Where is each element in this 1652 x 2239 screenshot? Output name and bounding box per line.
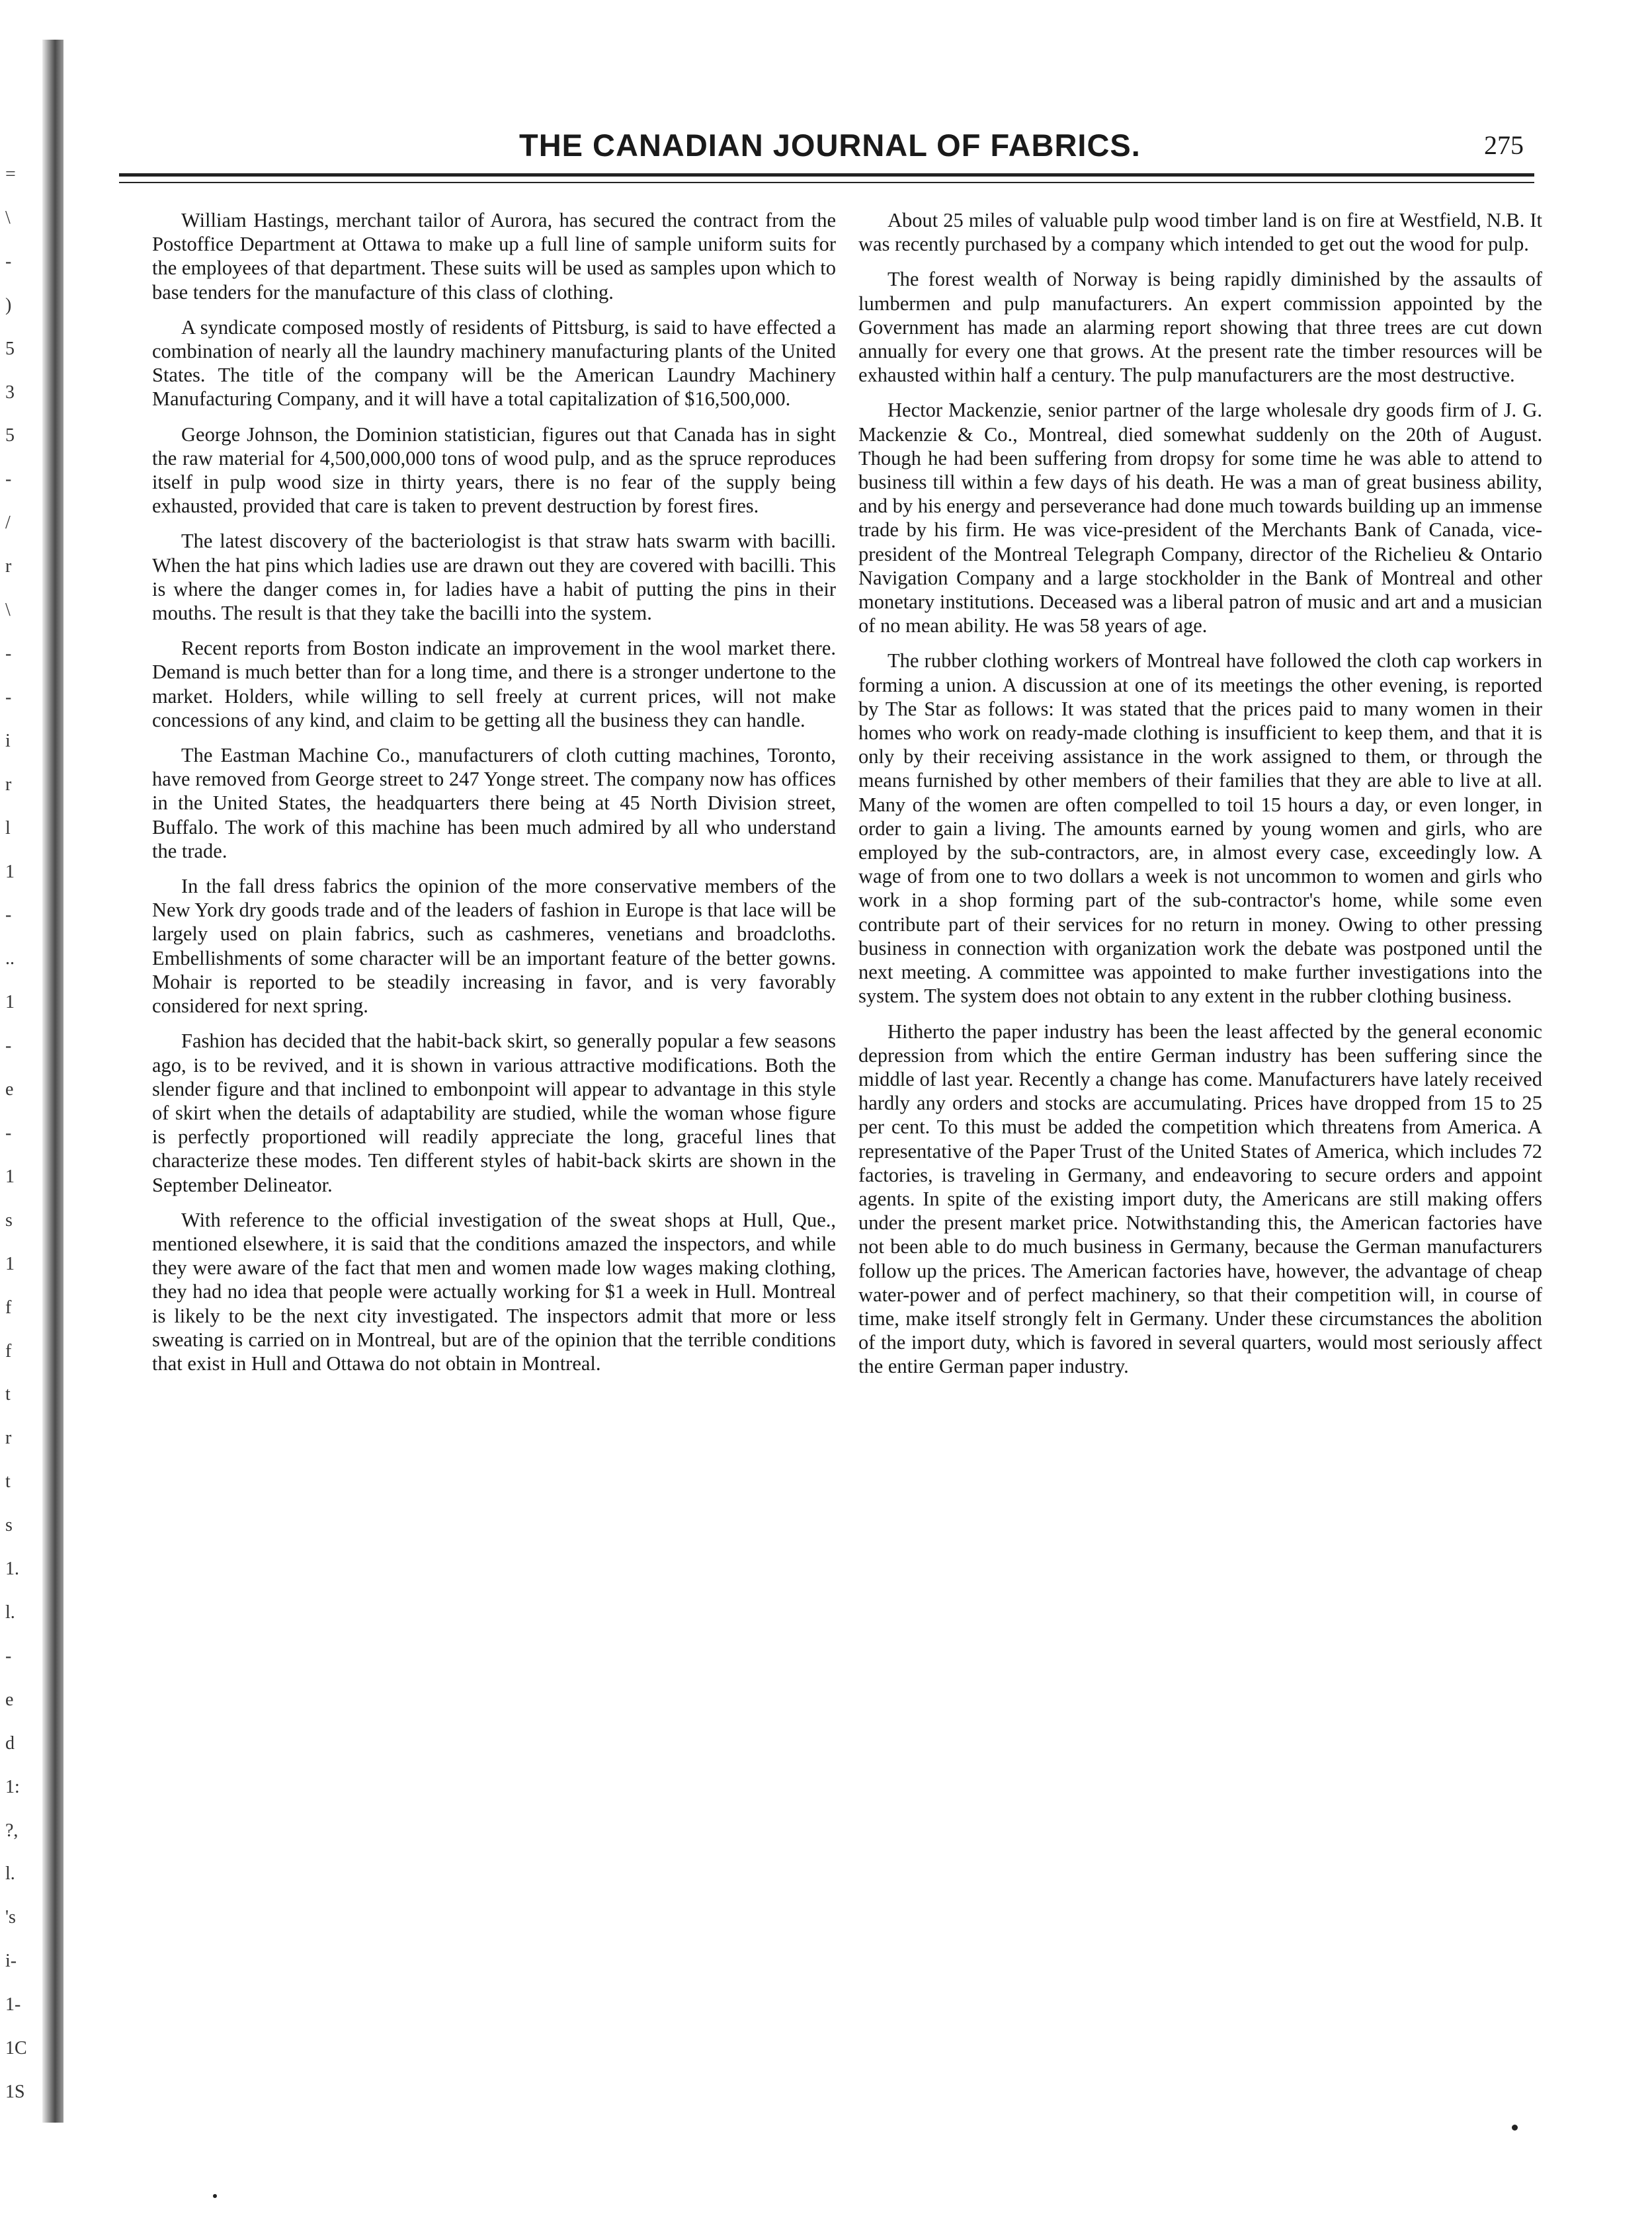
margin-fragment: \: [5, 600, 11, 620]
paragraph: Fashion has decided that the habit-back skirt, so generally popular a few seasons ago, is to be revived, and it is shown in various attractive modifications. Both the slender figure and that inclined to embonpoint will appear to advantage in this style of skirt when the details of adaptability are studied, while the woman whose figure is perfectly proportioned will readily appreciate the long, graceful lines that characterize these modes. Ten different styles of habit-back skirts are shown in the September Delineator.: [152, 1030, 836, 1196]
paragraph: Recent reports from Boston indicate an improvement in the wool market there. Demand is much better than for a long time, and there is a stronger undertone to the market. Holders, while willing to sell freely at current prices, will not make concessions of any kind, and claim to be getting all the business they can handle.: [152, 637, 836, 731]
margin-fragment: 1: [5, 1254, 15, 1274]
paragraph: The latest discovery of the bacteriologist is that straw hats swarm with bacilli. When the hat pins which ladies use are drawn out they are covered with bacilli. This is where the danger comes in, for ladies have a habit of putting the pins in their mouths. The result is that they take the bacilli into the system.: [152, 530, 836, 625]
margin-fragments: [0, 165, 42, 2149]
margin-fragment: i: [5, 731, 11, 751]
paragraph: Hector Mackenzie, senior partner of the large wholesale dry goods firm of J. G. Mackenzie & Co., Montreal, died somewhat suddenly on the 20th of August. Though he had been suffering from dropsy for some time he was able to attend to business till within a few days of his death. He was a man of great business ability, and by his energy and perseverance had done much towards building up an immense trade by his firm. He was vice-president of the Merchants Bank of Canada, vice-president of the Montreal Telegraph Company, director of the Richelieu & Ontario Navigation Company and a large stockholder in the Bank of Montreal and other monetary institutions. Deceased was a liberal patron of music and art and a musician of no mean ability. He was 58 years of age.: [858, 399, 1542, 637]
margin-fragment: l.: [5, 1602, 15, 1623]
margin-fragment: /: [5, 512, 11, 533]
paragraph: William Hastings, merchant tailor of Aurora, has secured the contract from the Postoffice Department at Ottawa to make up a full line of sample uniform suits for the employees of that department. These suits will be used as samples upon which to base tenders for the manufacture of this class of clothing.: [152, 209, 836, 304]
paragraph: With reference to the official investigation of the sweat shops at Hull, Que., mentioned elsewhere, it is said that the conditions amazed the inspectors, and while they were aware of the fact that men and women made low wages making clothing, they had no idea that people were actually working for $1 a week in Hull. Montreal is likely to be the next city investigated. The inspectors admit that more or less sweating is carried on in Montreal, but are of the opinion that the terrible conditions that exist in Hull and Ottawa do not obtain in Montreal.: [152, 1208, 836, 1375]
paragraph: A syndicate composed mostly of residents of Pittsburg, is said to have effected a combination of nearly all the laundry machinery manufacturing plants of the United States. The title of the company will be the American Laundry Machinery Manufacturing Company, and it will have a total capitalization of $16,500,000.: [152, 315, 836, 411]
right-column: [858, 208, 1542, 1390]
margin-fragment: 3: [5, 382, 15, 403]
margin-fragment: -: [5, 1036, 12, 1056]
margin-fragment: f: [5, 1341, 12, 1362]
journal-title: THE CANADIAN JOURNAL OF FABRICS.: [519, 128, 1141, 163]
margin-fragment: f: [5, 1297, 12, 1318]
margin-fragment: 1.: [5, 1559, 19, 1579]
margin-fragment: -: [5, 643, 12, 664]
margin-fragment: 1: [5, 862, 15, 882]
header-rule-thick: [119, 173, 1534, 177]
page-header: [152, 127, 1528, 173]
margin-fragment: -: [5, 469, 12, 489]
margin-fragment: -: [5, 1646, 12, 1666]
margin-fragment: 1C: [5, 2038, 27, 2058]
margin-fragment: r: [5, 774, 12, 795]
paragraph: In the fall dress fabrics the opinion of the more conservative members of the New York dry goods trade and of the leaders of fashion in Europe is that lace will be largely used on plain fabrics, such as cashmeres, venetians and broadcloths. Embellishments of some character will be an important feature of the better gowns. Mohair is reported to be steadily increasing in favor, and is very favorably considered for next spring.: [152, 875, 836, 1018]
margin-fragment: e: [5, 1689, 14, 1710]
margin-fragment: s: [5, 1515, 13, 1535]
margin-fragment: s: [5, 1210, 13, 1231]
margin-fragment: r: [5, 1428, 12, 1448]
page-number: 275: [1484, 130, 1524, 160]
margin-fragment: ?,: [5, 1820, 19, 1841]
paragraph: The forest wealth of Norway is being rapidly diminished by the assaults of lumbermen and pulp manufacturers. An expert commission appointed by the Government has made an alarming report showing that three trees are cut down annually for every one that grows. At the present rate the timber resources will be exhausted within half a century. The pulp manufacturers are the most destructive.: [858, 268, 1542, 387]
margin-fragment: ..: [5, 948, 15, 969]
margin-fragment: d: [5, 1733, 15, 1754]
margin-fragment: 's: [5, 1907, 16, 1928]
margin-fragment: i-: [5, 1951, 17, 1971]
margin-fragment: ): [5, 295, 12, 315]
margin-fragment: =: [5, 164, 16, 184]
paragraph: The Eastman Machine Co., manufacturers of cloth cutting machines, Toronto, have removed from George street to 247 Yonge street. The company now has offices in the United States, the headquarters there being at 45 North Division street, Buffalo. The work of this machine has been much admired by all who understand the trade.: [152, 744, 836, 862]
left-column: [152, 208, 836, 1387]
margin-fragment: 5: [5, 425, 15, 446]
margin-fragment: t: [5, 1384, 11, 1404]
paragraph: The rubber clothing workers of Montreal have followed the cloth cap workers in forming a union. A discussion at one of its meetings the other evening, is reported by The Star as follows: It was stated that the prices paid to many women in their homes who work on ready-made clothing is insufficient to keep them, and that it is only by their receiving assistance in the work assigned to them, or through the means furnished by other members of their families that they are able to live at all. Many of the women are often compelled to toil 15 hours a day, or even longer, in order to gain a living. The amounts earned by young women and girls, who are employed by the sub-contractors, are, in almost every case, exceedingly low. A wage of from one to two dollars a week is not uncommon to women and girls who work in a shop forming part of the sub-contractor's home, while some even contribute part of their services for no return in money. Owing to other pressing business in connection with organization work the debate was postponed until the next meeting. A committee was appointed to make further investigations into the system. The system does not obtain to any extent in the rubber clothing business.: [858, 649, 1542, 1008]
margin-fragment: e: [5, 1079, 14, 1100]
margin-fragment: l: [5, 818, 11, 838]
margin-fragment: 1: [5, 1166, 15, 1187]
margin-fragment: l.: [5, 1863, 15, 1884]
margin-fragment: \: [5, 208, 11, 228]
paragraph: George Johnson, the Dominion statistician, figures out that Canada has in sight the raw material for 4,500,000,000 tons of wood pulp, and as the spruce reproduces itself in pulp wood size in thirty years, there is no fear of the supply being exhausted, provided that care is taken to prevent destruction by forest fires.: [152, 423, 836, 518]
margin-fragment: 1S: [5, 2082, 25, 2102]
margin-fragment: -: [5, 1123, 12, 1143]
margin-fragment: 1-: [5, 1994, 21, 2015]
margin-fragment: r: [5, 556, 12, 577]
margin-fragment: t: [5, 1471, 11, 1492]
margin-fragment: -: [5, 251, 12, 272]
margin-fragment: 5: [5, 339, 15, 359]
margin-fragment: 1:: [5, 1777, 20, 1797]
ink-speck: [213, 2194, 217, 2198]
binding-shadow: [42, 40, 63, 2123]
margin-fragment: 1: [5, 992, 15, 1012]
paragraph: Hitherto the paper industry has been the least affected by the general economic depression from which the entire German industry has been suffering since the middle of last year. Recently a change has come. Manufacturers have lately received hardly any orders and stocks are accumulating. Prices have dropped from 15 to 25 per cent. To this must be added the competition which threatens from America. A representative of the Paper Trust of the United States of America, which includes 72 factories, is traveling in Germany, and endeavoring to secure orders and appoint agents. In spite of the existing import duty, the Americans are still making offers under the present market price. Notwithstanding this, the American factories have not been able to do much business in Germany, because the German manufacturers follow up the prices. The American factories have, however, the advantage of cheap water-power and of perfect machinery, so that their competition will, in course of time, make itself strongly felt in Germany. Under these circumstances the abolition of the import duty, which is favored in several quarters, would most seriously affect the entire German paper industry.: [858, 1020, 1542, 1378]
ink-speck: [1512, 2125, 1518, 2131]
header-rule-thin: [119, 182, 1534, 183]
margin-fragment: -: [5, 905, 12, 925]
paragraph: About 25 miles of valuable pulp wood timber land is on fire at Westfield, N.B. It was recently purchased by a company which intended to get out the wood for pulp.: [858, 209, 1542, 256]
margin-fragment: -: [5, 687, 12, 708]
